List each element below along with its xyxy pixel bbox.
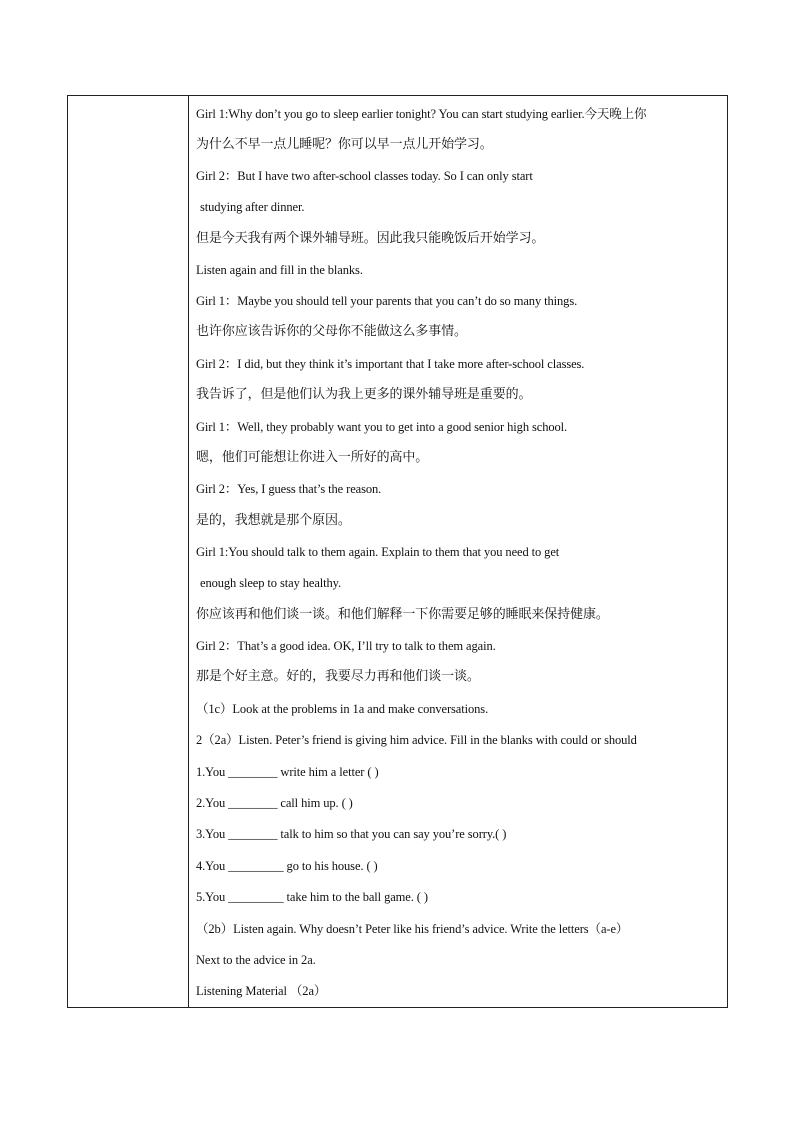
text-line: Next to the advice in 2a. (196, 953, 316, 967)
text-line: 也许你应该告诉你的父母你不能做这么多事情。 (196, 324, 467, 339)
text-line: Girl 2：Yes, I guess that’s the reason. (196, 482, 382, 496)
text-line: 2（2a）Listen. Peter’s friend is giving him advice. Fill in the blanks with could or should (196, 733, 637, 747)
text-line: 为什么不早一点儿睡呢？你可以早一点儿开始学习。 (196, 137, 493, 152)
exercise-item: 1.You ________ write him a letter ( ) (196, 765, 379, 779)
exercise-item: 5.You _________ take him to the ball game. ( ) (196, 890, 428, 904)
text-line: Girl 1：Maybe you should tell your parents that you can’t do so many things. (196, 294, 578, 308)
text-line: enough sleep to stay healthy. (200, 576, 342, 590)
table-left-cell (68, 96, 189, 1007)
text-line: 是的，我想就是那个原因。 (196, 513, 351, 528)
text-line: Girl 1:Why don’t you go to sleep earlier tonight? You can start studying earlier.今天晚上你 (196, 107, 647, 121)
text-line: Girl 2：I did, but they think it’s important that I take more after-school classes. (196, 357, 585, 371)
text-line: Girl 1：Well, they probably want you to get into a good senior high school. (196, 420, 568, 434)
text-line: Listen again and fill in the blanks. (196, 263, 363, 277)
section-heading: Listening Material （2a） (196, 984, 327, 998)
text-line: Girl 2：That’s a good idea. OK, I’ll try to talk to them again. (196, 639, 496, 653)
text-line: （1c）Look at the problems in 1a and make conversations. (196, 702, 489, 716)
text-line: 嗯，他们可能想让你进入一所好的高中。 (196, 450, 429, 465)
exercise-item: 4.You _________ go to his house. ( ) (196, 859, 378, 873)
text-line: 我告诉了，但是他们认为我上更多的课外辅导班是重要的。 (196, 387, 532, 402)
table-content-cell (189, 96, 727, 1007)
text-line: Girl 2：But I have two after-school classes today. So I can only start (196, 169, 533, 183)
text-line: studying after dinner. (200, 200, 305, 214)
exercise-item: 3.You ________ talk to him so that you can say you’re sorry.( ) (196, 827, 507, 841)
exercise-item: 2.You ________ call him up. ( ) (196, 796, 353, 810)
text-line: Girl 1:You should talk to them again. Explain to them that you need to get (196, 545, 560, 559)
text-line: （2b）Listen again. Why doesn’t Peter like his friend’s advice. Write the letters（a-e） (196, 922, 629, 936)
text-line: 那是个好主意。好的，我要尽力再和他们谈一谈。 (196, 669, 480, 684)
text-line: 你应该再和他们谈一谈。和他们解释一下你需要足够的睡眠来保持健康。 (196, 607, 609, 622)
text-line: 但是今天我有两个课外辅导班。因此我只能晚饭后开始学习。 (196, 231, 545, 246)
lesson-table (67, 95, 728, 1008)
